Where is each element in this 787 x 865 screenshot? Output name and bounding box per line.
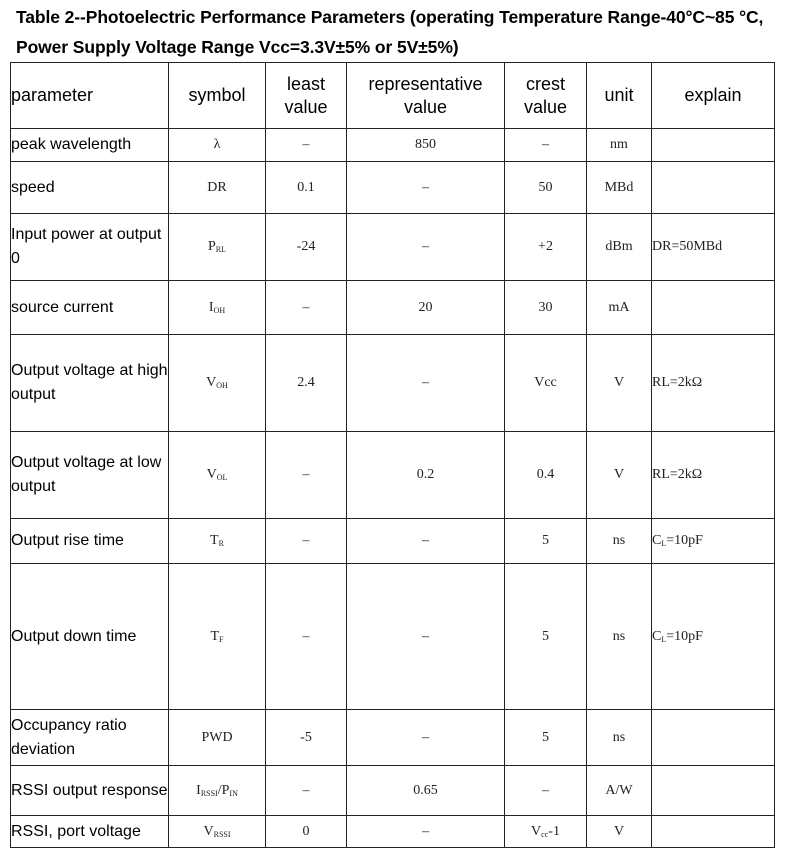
cell-crest-value [505, 564, 587, 710]
cell-symbol [169, 281, 266, 335]
cell-least-value: – [266, 129, 347, 162]
table-row [11, 432, 775, 519]
cell-crest-value [505, 281, 587, 335]
symbol-subscript: R [218, 539, 224, 548]
cell-least-value: – [266, 766, 347, 816]
crest-text: 50 [538, 179, 553, 195]
cell-representative-value: – [347, 162, 505, 214]
cell-representative-value: 850 [347, 129, 505, 162]
cell-unit: V [587, 335, 652, 432]
table-title: Table 2--Photoelectric Performance Parameters (operating Temperature Range-40°C~85 °C, Power Supply Voltage Range Vcc=3.3V±5% or 5V±5%) [16, 7, 764, 57]
cell-least-value: -5 [266, 710, 347, 766]
cell-crest-value [505, 162, 587, 214]
cell-representative-value: 0.2 [347, 432, 505, 519]
cell-symbol [169, 432, 266, 519]
table-row [11, 564, 775, 710]
cell-parameter: Occupancy ratio deviation [11, 710, 169, 766]
symbol-subscript: RSSI [213, 829, 231, 839]
cell-parameter: Output down time [11, 564, 169, 710]
cell-crest-value [505, 129, 587, 162]
cell-unit: ns [587, 519, 652, 564]
symbol-text: T [210, 533, 219, 548]
cell-explain [652, 129, 775, 162]
symbol-subscript: OH [213, 305, 226, 315]
cell-unit: V [587, 816, 652, 848]
symbol-subscript: RSSI [200, 788, 218, 798]
header-symbol: symbol [169, 63, 266, 129]
header-representative-value: representative value [347, 63, 505, 129]
cell-parameter: speed [11, 162, 169, 214]
header-least-value: least value [266, 63, 347, 129]
crest-text: 0.4 [536, 467, 555, 482]
crest-text: – [542, 782, 549, 798]
explain-subscript: L [661, 539, 667, 548]
cell-unit: V [587, 432, 652, 519]
symbol-text: DR [207, 179, 227, 195]
table-row [11, 710, 775, 766]
explain-text: C [652, 533, 662, 548]
cell-explain [652, 432, 775, 519]
cell-representative-value: – [347, 564, 505, 710]
cell-parameter: source current [11, 281, 169, 335]
crest-text: – [542, 137, 549, 152]
cell-least-value: 2.4 [266, 335, 347, 432]
cell-crest-value [505, 432, 587, 519]
cell-representative-value: 0.65 [347, 766, 505, 816]
cell-unit: mA [587, 281, 652, 335]
header-parameter: parameter [11, 63, 169, 129]
crest-text: 5 [542, 628, 549, 644]
crest-subscript: cc [541, 829, 549, 839]
crest-text: V [531, 823, 542, 839]
symbol-text-rest: /P [217, 782, 230, 798]
cell-symbol [169, 816, 266, 848]
explain-text-rest: =10pF [666, 628, 703, 644]
cell-unit: dBm [587, 214, 652, 281]
cell-representative-value: – [347, 214, 505, 281]
crest-text: 5 [542, 533, 549, 548]
cell-parameter: Output rise time [11, 519, 169, 564]
cell-crest-value [505, 710, 587, 766]
cell-explain [652, 214, 775, 281]
symbol-subscript-2: IN [229, 788, 238, 798]
cell-parameter: peak wavelength [11, 129, 169, 162]
cell-least-value: – [266, 564, 347, 710]
cell-least-value: -24 [266, 214, 347, 281]
cell-symbol [169, 564, 266, 710]
explain-text: RL=2kΩ [652, 375, 703, 390]
cell-explain [652, 710, 775, 766]
symbol-text: T [210, 628, 220, 644]
symbol-text: I [208, 299, 214, 315]
cell-crest-value [505, 816, 587, 848]
header-row [11, 63, 775, 129]
symbol-text: V [206, 375, 217, 390]
cell-symbol [169, 129, 266, 162]
table-row [11, 214, 775, 281]
symbol-text: λ [213, 137, 221, 152]
table-row [11, 162, 775, 214]
header-unit: unit [587, 63, 652, 129]
cell-representative-value: – [347, 519, 505, 564]
cell-least-value: – [266, 281, 347, 335]
header-crest-value: crest value [505, 63, 587, 129]
cell-representative-value: 20 [347, 281, 505, 335]
explain-subscript: L [661, 634, 667, 644]
symbol-text: V [203, 823, 214, 839]
cell-explain [652, 816, 775, 848]
crest-text: 30 [538, 299, 553, 315]
cell-crest-value [505, 519, 587, 564]
table-row [11, 335, 775, 432]
cell-symbol [169, 162, 266, 214]
cell-explain [652, 766, 775, 816]
symbol-subscript: RL [215, 245, 227, 254]
cell-unit: nm [587, 129, 652, 162]
cell-symbol [169, 214, 266, 281]
cell-symbol [169, 766, 266, 816]
crest-text: 5 [542, 729, 549, 745]
crest-text: +2 [538, 239, 553, 254]
symbol-text: P [207, 239, 216, 254]
cell-unit: MBd [587, 162, 652, 214]
explain-text: RL=2kΩ [652, 467, 703, 482]
crest-text: Vcc [534, 375, 557, 390]
cell-crest-value [505, 335, 587, 432]
table-row [11, 519, 775, 564]
symbol-text: I [196, 782, 201, 798]
table-row [11, 766, 775, 816]
cell-explain [652, 162, 775, 214]
explain-text: C [652, 628, 662, 644]
cell-representative-value: – [347, 710, 505, 766]
cell-crest-value [505, 214, 587, 281]
table-row [11, 816, 775, 848]
cell-least-value: – [266, 519, 347, 564]
cell-least-value: – [266, 432, 347, 519]
crest-text-rest: -1 [548, 823, 560, 839]
cell-explain [652, 519, 775, 564]
cell-symbol [169, 335, 266, 432]
cell-parameter: Output voltage at low output [11, 432, 169, 519]
symbol-text: V [206, 467, 217, 482]
cell-representative-value: – [347, 335, 505, 432]
cell-crest-value [505, 766, 587, 816]
explain-text-rest: =10pF [666, 533, 703, 548]
symbol-text: PWD [201, 729, 233, 745]
cell-parameter: RSSI, port voltage [11, 816, 169, 848]
header-explain: explain [652, 63, 775, 129]
cell-unit: A/W [587, 766, 652, 816]
table-row [11, 129, 775, 162]
cell-parameter: RSSI output response [11, 766, 169, 816]
symbol-subscript: OH [216, 381, 228, 390]
cell-unit: ns [587, 710, 652, 766]
cell-representative-value: – [347, 816, 505, 848]
cell-symbol [169, 519, 266, 564]
cell-least-value: 0 [266, 816, 347, 848]
parameters-table [10, 62, 775, 848]
cell-explain [652, 564, 775, 710]
cell-explain [652, 281, 775, 335]
cell-explain [652, 335, 775, 432]
symbol-subscript: F [219, 634, 224, 644]
cell-unit: ns [587, 564, 652, 710]
cell-symbol [169, 710, 266, 766]
cell-least-value: 0.1 [266, 162, 347, 214]
cell-parameter: Output voltage at high output [11, 335, 169, 432]
cell-parameter: Input power at output 0 [11, 214, 169, 281]
explain-text: DR=50MBd [652, 239, 723, 254]
table-row [11, 281, 775, 335]
symbol-subscript: OL [216, 473, 228, 482]
